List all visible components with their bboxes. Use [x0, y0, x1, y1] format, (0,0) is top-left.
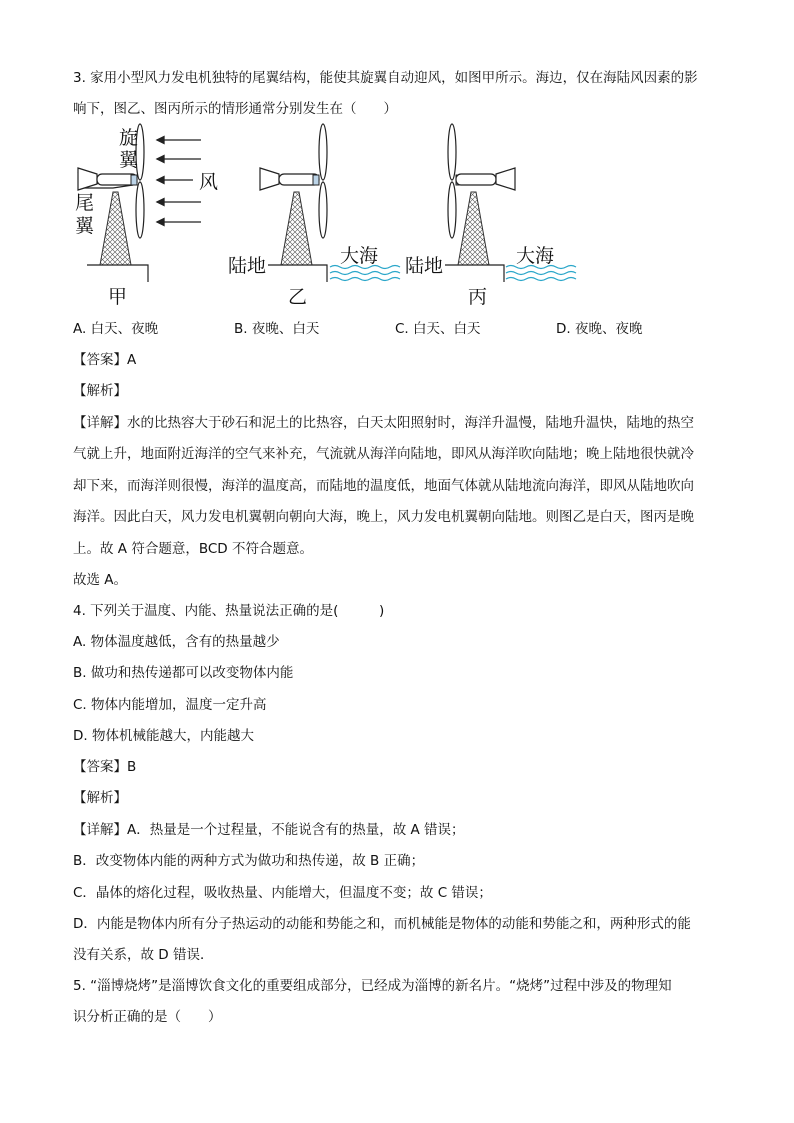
caption-jia: 甲: [108, 286, 128, 308]
turbine-jia: [75, 124, 218, 308]
q4-option-b: B. 做功和热传递都可以改变物体内能: [73, 665, 294, 681]
q4-option-c: C. 物体内能增加，温度一定升高: [73, 697, 267, 713]
label-land-yi: 陆地: [228, 255, 267, 277]
label-sea-yi: 大海: [340, 245, 379, 267]
label-land-bing: 陆地: [405, 255, 444, 277]
caption-yi: 乙: [288, 286, 308, 308]
q4-option-d: D. 物体机械能越大，内能越大: [73, 728, 254, 744]
label-sea-bing: 大海: [516, 245, 555, 267]
q3-analysis-heading: 【解析】: [73, 383, 127, 399]
label-tail-2: 翼: [75, 215, 95, 237]
q4-detail-line1: 【详解】A．热量是一个过程量，不能说含有的热量，故 A 错误；: [73, 822, 465, 838]
q4-detail-line5: 没有关系，故 D 错误．: [73, 947, 214, 963]
wind-turbine-figure: [75, 122, 585, 312]
label-rotor-1: 旋: [119, 127, 139, 149]
q4-answer: 【答案】B: [73, 759, 137, 775]
q3-option-a: A. 白天、夜晚: [73, 321, 159, 337]
q4-analysis-heading: 【解析】: [73, 790, 127, 806]
label-wind: 风: [199, 171, 219, 193]
q3-answer: 【答案】A: [73, 352, 137, 368]
q3-detail-line4: 海洋。因此白天，风力发电机翼朝向朝向大海，晚上，风力发电机翼朝向陆地。则图乙是白天，图丙是晚: [73, 509, 694, 525]
q4-detail-line2: B．改变物体内能的两种方式为做功和热传递，故 B 正确；: [73, 853, 425, 869]
label-tail-1: 尾: [75, 192, 95, 214]
q3-detail-line2: 气就上升，地面附近海洋的空气来补充，气流就从海洋向陆地，即风从海洋吹向陆地；晚上陆地很快就冷: [73, 446, 694, 462]
q3-detail-line1: 【详解】水的比热容大于砂石和泥土的比热容，白天太阳照射时，海洋升温慢，陆地升温快，陆地的热空: [73, 415, 694, 431]
turbine-bing: [405, 124, 576, 308]
caption-bing: 丙: [468, 286, 488, 308]
q3-option-d: D. 夜晚、夜晚: [556, 321, 643, 337]
q5-stem-line2: 识分析正确的是（ ）: [73, 1009, 222, 1025]
q3-conclusion: 故选 A。: [73, 572, 128, 588]
q4-detail-line4: D．内能是物体内所有分子热运动的动能和势能之和，而机械能是物体的动能和势能之和，两种形式的能: [73, 916, 691, 932]
q3-option-c: C. 白天、白天: [395, 321, 481, 337]
q3-detail-line3: 却下来，而海洋则很慢，海洋的温度高，而陆地的温度低，地面气体就从陆地流向海洋，即风从陆地吹向: [73, 478, 694, 494]
q4-option-a: A. 物体温度越低，含有的热量越少: [73, 634, 280, 650]
label-rotor-2: 翼: [119, 149, 139, 171]
q4-stem: 4. 下列关于温度、内能、热量说法正确的是( ): [73, 603, 385, 619]
turbine-yi: [228, 124, 400, 308]
q3-option-b: B. 夜晚、白天: [234, 321, 320, 337]
q4-detail-line3: C．晶体的熔化过程，吸收热量、内能增大，但温度不变；故 C 错误；: [73, 885, 492, 901]
q3-stem-line2: 响下，图乙、图丙所示的情形通常分别发生在（ ）: [73, 101, 397, 117]
q3-detail-line5: 上。故 A 符合题意，BCD 不符合题意。: [73, 541, 313, 557]
q5-stem-line1: 5. “淄博烧烤”是淄博饮食文化的重要组成部分，已经成为淄博的新名片。“烧烤”过程中涉及的物理知: [73, 978, 672, 994]
q3-stem-line1: 3. 家用小型风力发电机独特的尾翼结构，能使其旋翼自动迎风，如图甲所示。海边，仅在海陆风因素的影: [73, 70, 698, 86]
